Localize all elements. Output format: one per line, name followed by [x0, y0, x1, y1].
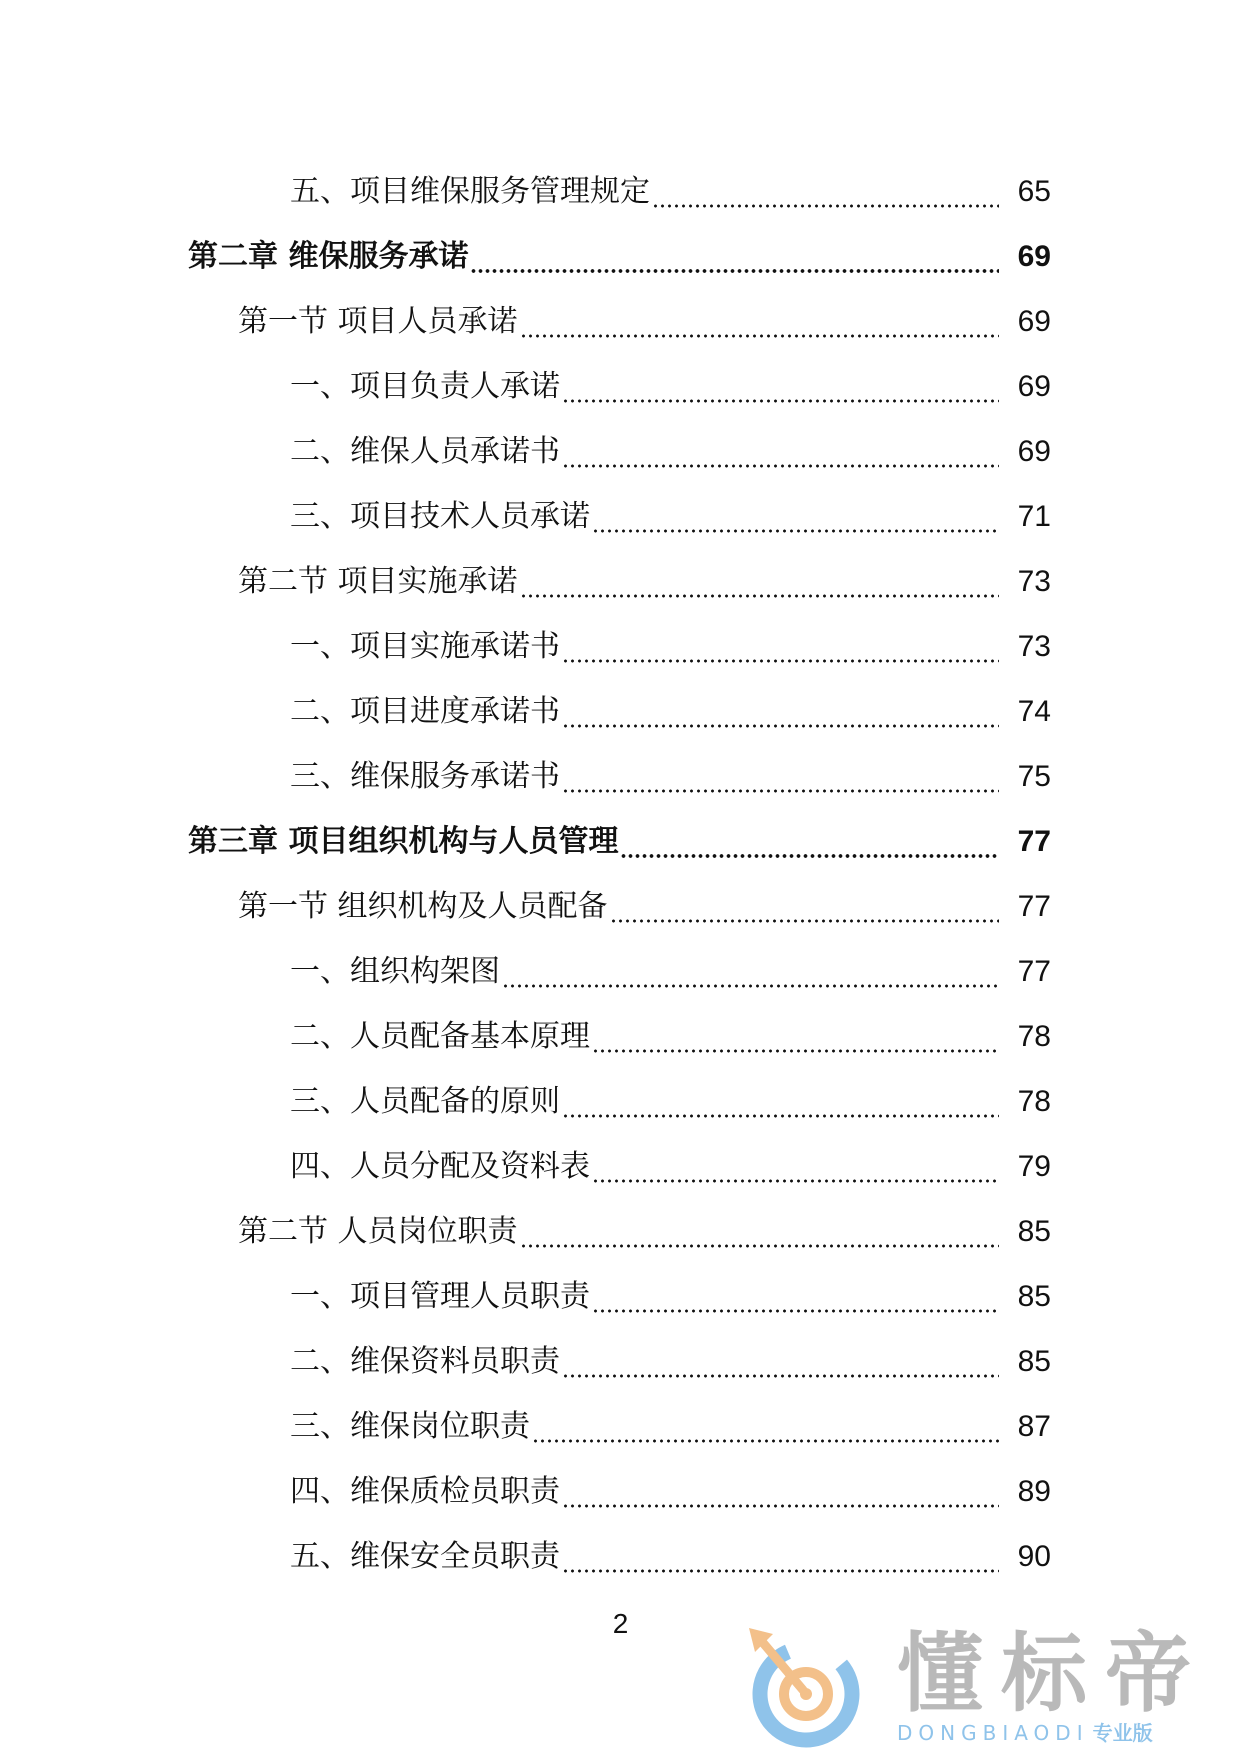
toc-entry-title: 第二节 人员岗位职责 [238, 1213, 518, 1249]
toc-entry-title: 二、人员配备基本原理 [290, 1018, 590, 1054]
toc-entry[interactable] [0, 1010, 1241, 1075]
toc-entry-title: 三、维保服务承诺书 [290, 758, 560, 794]
toc-entry-page: 85 [1017, 1279, 1051, 1313]
watermark-edition: 专业版 [1092, 1721, 1153, 1745]
toc-entry-title: 一、项目负责人承诺 [290, 368, 560, 404]
toc-entry[interactable] [0, 1335, 1241, 1400]
toc-dot-leader [520, 1244, 999, 1248]
toc-entry-title: 三、项目技术人员承诺 [290, 498, 590, 534]
toc-entry-page: 69 [1017, 239, 1051, 273]
toc-entry-title: 第二节 项目实施承诺 [238, 563, 518, 599]
toc-entry[interactable] [0, 295, 1241, 360]
toc-entry-title: 第三章 项目组织机构与人员管理 [188, 823, 619, 859]
toc-entry[interactable] [0, 165, 1241, 230]
toc-dot-leader [592, 1309, 999, 1313]
toc-entry[interactable] [0, 945, 1241, 1010]
toc-entry-page: 78 [1017, 1084, 1051, 1118]
toc-entry[interactable] [0, 1140, 1241, 1205]
toc-entry-page: 74 [1017, 694, 1051, 728]
toc-entry-page: 71 [1017, 499, 1051, 533]
toc-dot-leader [592, 1179, 999, 1183]
toc-dot-leader [532, 1439, 999, 1443]
toc-entry-title: 二、维保资料员职责 [290, 1343, 560, 1379]
watermark-brand-name: 懂标帝 [897, 1624, 1209, 1724]
toc-dot-leader [470, 269, 999, 273]
toc-entry-page: 78 [1017, 1019, 1051, 1053]
toc-dot-leader [562, 399, 999, 403]
watermark-pinyin: DONGBIAODI [897, 1721, 1089, 1745]
toc-entry-title: 第二章 维保服务承诺 [188, 238, 469, 274]
toc-entry-title: 第一节 组织机构及人员配备 [238, 888, 608, 924]
toc-entry-title: 三、人员配备的原则 [290, 1083, 560, 1119]
toc-entry[interactable] [0, 490, 1241, 555]
toc-dot-leader [520, 594, 999, 598]
toc-dot-leader [562, 1114, 999, 1118]
toc-entry-page: 87 [1017, 1409, 1051, 1443]
toc-entry[interactable] [0, 815, 1241, 880]
toc-entry-title: 一、项目实施承诺书 [290, 628, 560, 664]
toc-dot-leader [562, 659, 999, 663]
toc-dot-leader [562, 1504, 999, 1508]
toc-entry-page: 85 [1017, 1214, 1051, 1248]
toc-dot-leader [652, 204, 999, 208]
watermark [745, 1624, 1225, 1750]
toc-entry-title: 五、维保安全员职责 [290, 1538, 560, 1574]
toc-entry-page: 69 [1017, 434, 1051, 468]
toc-entry-title: 四、维保质检员职责 [290, 1473, 560, 1509]
toc-dot-leader [502, 984, 999, 988]
toc-entry[interactable] [0, 1075, 1241, 1140]
toc-entry[interactable] [0, 1205, 1241, 1270]
toc-entry-page: 69 [1017, 304, 1051, 338]
toc-entry-page: 73 [1017, 564, 1051, 598]
page-number: 2 [612, 1608, 629, 1639]
toc-entry-page: 73 [1017, 629, 1051, 663]
toc-entry[interactable] [0, 880, 1241, 945]
toc-dot-leader [620, 854, 999, 858]
toc-dot-leader [562, 724, 999, 728]
toc-dot-leader [562, 789, 999, 793]
toc-dot-leader [610, 919, 999, 923]
toc-entry-page: 90 [1017, 1539, 1051, 1573]
toc-dot-leader [562, 1374, 999, 1378]
toc-dot-leader [562, 464, 999, 468]
toc-entry[interactable] [0, 1465, 1241, 1530]
watermark-subtitle [897, 1720, 1153, 1746]
toc-entry-title: 第一节 项目人员承诺 [238, 303, 518, 339]
toc-entry-title: 一、组织构架图 [290, 953, 500, 989]
toc-entry[interactable] [0, 555, 1241, 620]
toc-entry[interactable] [0, 1530, 1241, 1595]
toc-entry[interactable] [0, 360, 1241, 425]
toc-entry-page: 77 [1017, 889, 1051, 923]
toc-entry-page: 69 [1017, 369, 1051, 403]
toc-entry-title: 一、项目管理人员职责 [290, 1278, 590, 1314]
toc-entry-page: 79 [1017, 1149, 1051, 1183]
toc-entry[interactable] [0, 685, 1241, 750]
toc-dot-leader [592, 529, 999, 533]
table-of-contents [0, 165, 1241, 1595]
toc-entry[interactable] [0, 1270, 1241, 1335]
toc-entry[interactable] [0, 1400, 1241, 1465]
toc-entry-title: 二、维保人员承诺书 [290, 433, 560, 469]
toc-dot-leader [562, 1569, 999, 1573]
toc-dot-leader [592, 1049, 999, 1053]
toc-entry[interactable] [0, 620, 1241, 685]
toc-entry-page: 85 [1017, 1344, 1051, 1378]
toc-entry-title: 五、项目维保服务管理规定 [290, 173, 650, 209]
toc-entry[interactable] [0, 425, 1241, 490]
toc-entry-page: 75 [1017, 759, 1051, 793]
toc-entry-page: 77 [1017, 954, 1051, 988]
toc-entry-title: 二、项目进度承诺书 [290, 693, 560, 729]
toc-entry-page: 65 [1017, 174, 1051, 208]
target-arrow-icon [745, 1628, 867, 1750]
toc-entry[interactable] [0, 230, 1241, 295]
toc-entry[interactable] [0, 750, 1241, 815]
toc-entry-page: 77 [1017, 824, 1051, 858]
toc-dot-leader [520, 334, 999, 338]
toc-entry-title: 四、人员分配及资料表 [290, 1148, 590, 1184]
toc-entry-page: 89 [1017, 1474, 1051, 1508]
toc-entry-title: 三、维保岗位职责 [290, 1408, 530, 1444]
